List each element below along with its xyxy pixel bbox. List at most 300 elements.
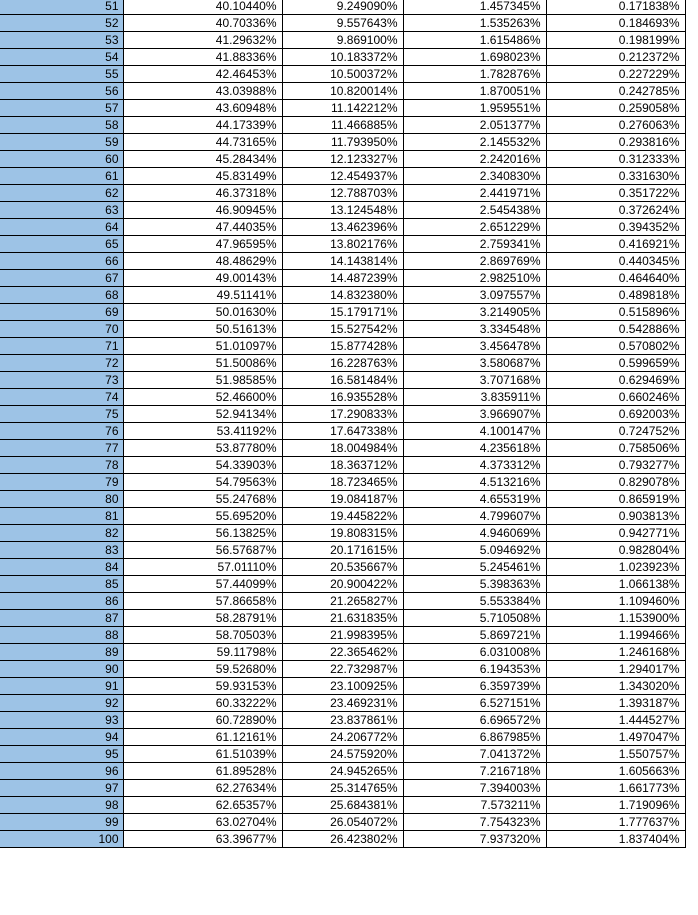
table-row: [0, 321, 685, 338]
table-cell[interactable]: 2.982510%: [403, 270, 546, 287]
table-cell[interactable]: 0.865919%: [546, 491, 685, 508]
table-cell[interactable]: 44.17339%: [123, 117, 282, 134]
table-row: [0, 304, 685, 321]
table-row: [0, 236, 685, 253]
table-cell[interactable]: 0.394352%: [546, 219, 685, 236]
table-cell[interactable]: 57.01110%: [123, 559, 282, 576]
table-cell[interactable]: 57.86658%: [123, 593, 282, 610]
table-cell[interactable]: 4.100147%: [403, 423, 546, 440]
table-row: [0, 338, 685, 355]
table-cell[interactable]: 0.793277%: [546, 457, 685, 474]
table-row: [0, 797, 685, 814]
row-header[interactable]: 75: [0, 406, 123, 423]
table-cell[interactable]: 0.242785%: [546, 83, 685, 100]
table-cell[interactable]: 2.759341%: [403, 236, 546, 253]
table-cell[interactable]: 5.094692%: [403, 542, 546, 559]
table-cell[interactable]: 0.758506%: [546, 440, 685, 457]
row-header[interactable]: 95: [0, 746, 123, 763]
table-row: [0, 32, 685, 49]
table-cell[interactable]: 0.293816%: [546, 134, 685, 151]
row-header[interactable]: 81: [0, 508, 123, 525]
table-cell[interactable]: 62.65357%: [123, 797, 282, 814]
table-row: [0, 814, 685, 831]
row-header[interactable]: 86: [0, 593, 123, 610]
row-header[interactable]: 100: [0, 831, 123, 848]
table-cell[interactable]: 0.440345%: [546, 253, 685, 270]
table-cell[interactable]: 3.835911%: [403, 389, 546, 406]
table-cell[interactable]: 1.837404%: [546, 831, 685, 848]
row-header[interactable]: 60: [0, 151, 123, 168]
table-cell[interactable]: 4.799607%: [403, 508, 546, 525]
table-row: [0, 15, 685, 32]
row-header[interactable]: 98: [0, 797, 123, 814]
table-cell[interactable]: 58.70503%: [123, 627, 282, 644]
table-row: [0, 355, 685, 372]
row-header[interactable]: 83: [0, 542, 123, 559]
table-row: [0, 168, 685, 185]
row-header[interactable]: 67: [0, 270, 123, 287]
table-row: [0, 661, 685, 678]
row-header[interactable]: 92: [0, 695, 123, 712]
table-cell[interactable]: 20.535667%: [282, 559, 403, 576]
table-cell[interactable]: 0.227229%: [546, 66, 685, 83]
table-cell[interactable]: 6.359739%: [403, 678, 546, 695]
table-cell[interactable]: 11.793950%: [282, 134, 403, 151]
table-row: [0, 134, 685, 151]
row-header[interactable]: 62: [0, 185, 123, 202]
row-header[interactable]: 51: [0, 0, 123, 15]
table-cell[interactable]: 26.423802%: [282, 831, 403, 848]
table-row: [0, 185, 685, 202]
row-header[interactable]: 53: [0, 32, 123, 49]
row-header[interactable]: 65: [0, 236, 123, 253]
row-header[interactable]: 64: [0, 219, 123, 236]
table-cell[interactable]: 1.782876%: [403, 66, 546, 83]
table-row: [0, 559, 685, 576]
table-cell[interactable]: 3.456478%: [403, 338, 546, 355]
table-cell[interactable]: 1.343020%: [546, 678, 685, 695]
table-cell[interactable]: 19.084187%: [282, 491, 403, 508]
table-cell[interactable]: 2.441971%: [403, 185, 546, 202]
table-cell[interactable]: 60.33222%: [123, 695, 282, 712]
table-cell[interactable]: 17.647338%: [282, 423, 403, 440]
table-cell[interactable]: 6.194353%: [403, 661, 546, 678]
table-cell[interactable]: 0.276063%: [546, 117, 685, 134]
table-cell[interactable]: 0.570802%: [546, 338, 685, 355]
table-cell[interactable]: 42.46453%: [123, 66, 282, 83]
table-cell[interactable]: 0.660246%: [546, 389, 685, 406]
table-cell[interactable]: 2.242016%: [403, 151, 546, 168]
row-header[interactable]: 76: [0, 423, 123, 440]
table-cell[interactable]: 2.340830%: [403, 168, 546, 185]
table-row: [0, 508, 685, 525]
table-cell[interactable]: 5.398363%: [403, 576, 546, 593]
table-cell[interactable]: 62.27634%: [123, 780, 282, 797]
table-cell[interactable]: 0.372624%: [546, 202, 685, 219]
table-cell[interactable]: 0.416921%: [546, 236, 685, 253]
table-cell[interactable]: 0.982804%: [546, 542, 685, 559]
table-cell[interactable]: 1.393187%: [546, 695, 685, 712]
table-cell[interactable]: 59.93153%: [123, 678, 282, 695]
table-row: [0, 678, 685, 695]
table-cell[interactable]: 60.72890%: [123, 712, 282, 729]
table-row: [0, 423, 685, 440]
table-cell[interactable]: 46.37318%: [123, 185, 282, 202]
table-cell[interactable]: 9.249090%: [282, 0, 403, 15]
row-header[interactable]: 72: [0, 355, 123, 372]
table-cell[interactable]: 41.88336%: [123, 49, 282, 66]
row-header[interactable]: 58: [0, 117, 123, 134]
table-cell[interactable]: 24.945265%: [282, 763, 403, 780]
table-row: [0, 474, 685, 491]
table-cell[interactable]: 6.867985%: [403, 729, 546, 746]
table-row: [0, 576, 685, 593]
table-cell[interactable]: 3.707168%: [403, 372, 546, 389]
table-row: [0, 746, 685, 763]
table-cell[interactable]: 0.312333%: [546, 151, 685, 168]
table-cell[interactable]: 0.331630%: [546, 168, 685, 185]
table-cell[interactable]: 2.651229%: [403, 219, 546, 236]
table-cell[interactable]: 43.03988%: [123, 83, 282, 100]
row-header[interactable]: 84: [0, 559, 123, 576]
table-cell[interactable]: 10.500372%: [282, 66, 403, 83]
table-cell[interactable]: 23.469231%: [282, 695, 403, 712]
table-cell[interactable]: 5.553384%: [403, 593, 546, 610]
table-cell[interactable]: 22.732987%: [282, 661, 403, 678]
table-cell[interactable]: 25.314765%: [282, 780, 403, 797]
table-cell[interactable]: 24.206772%: [282, 729, 403, 746]
table-cell[interactable]: 21.631835%: [282, 610, 403, 627]
table-cell[interactable]: 53.87780%: [123, 440, 282, 457]
table-row: [0, 695, 685, 712]
table-cell[interactable]: 1.719096%: [546, 797, 685, 814]
table-cell[interactable]: 40.10440%: [123, 0, 282, 15]
table-cell[interactable]: 16.581484%: [282, 372, 403, 389]
table-cell[interactable]: 48.48629%: [123, 253, 282, 270]
table-cell[interactable]: 1.959551%: [403, 100, 546, 117]
table-cell[interactable]: 7.573211%: [403, 797, 546, 814]
table-cell[interactable]: 15.877428%: [282, 338, 403, 355]
row-header[interactable]: 85: [0, 576, 123, 593]
table-cell[interactable]: 7.041372%: [403, 746, 546, 763]
table-cell[interactable]: 23.837861%: [282, 712, 403, 729]
row-header[interactable]: 87: [0, 610, 123, 627]
table-row: [0, 729, 685, 746]
table-cell[interactable]: 54.33903%: [123, 457, 282, 474]
table-cell[interactable]: 63.02704%: [123, 814, 282, 831]
table-cell[interactable]: 16.228763%: [282, 355, 403, 372]
table-cell[interactable]: 20.900422%: [282, 576, 403, 593]
row-header[interactable]: 99: [0, 814, 123, 831]
table-cell[interactable]: 24.575920%: [282, 746, 403, 763]
row-header[interactable]: 59: [0, 134, 123, 151]
table-cell[interactable]: 11.142212%: [282, 100, 403, 117]
table-cell[interactable]: 56.13825%: [123, 525, 282, 542]
table-row: [0, 117, 685, 134]
table-cell[interactable]: 51.01097%: [123, 338, 282, 355]
row-header[interactable]: 56: [0, 83, 123, 100]
row-header[interactable]: 79: [0, 474, 123, 491]
table-cell[interactable]: 9.557643%: [282, 15, 403, 32]
table-cell[interactable]: 51.98585%: [123, 372, 282, 389]
table-cell[interactable]: 1.777637%: [546, 814, 685, 831]
row-header[interactable]: 57: [0, 100, 123, 117]
table-cell[interactable]: 7.754323%: [403, 814, 546, 831]
table-cell[interactable]: 47.44035%: [123, 219, 282, 236]
table-cell[interactable]: 1.698023%: [403, 49, 546, 66]
table-cell[interactable]: 0.489818%: [546, 287, 685, 304]
table-row: [0, 712, 685, 729]
table-cell[interactable]: 46.90945%: [123, 202, 282, 219]
table-cell[interactable]: 1.246168%: [546, 644, 685, 661]
table-cell[interactable]: 49.00143%: [123, 270, 282, 287]
table-cell[interactable]: 53.41192%: [123, 423, 282, 440]
row-header[interactable]: 77: [0, 440, 123, 457]
table-cell[interactable]: 0.829078%: [546, 474, 685, 491]
table-cell[interactable]: 40.70336%: [123, 15, 282, 32]
row-header[interactable]: 89: [0, 644, 123, 661]
table-cell[interactable]: 4.373312%: [403, 457, 546, 474]
row-header[interactable]: 71: [0, 338, 123, 355]
table-row: [0, 763, 685, 780]
table-cell[interactable]: 26.054072%: [282, 814, 403, 831]
table-cell[interactable]: 2.545438%: [403, 202, 546, 219]
row-header[interactable]: 91: [0, 678, 123, 695]
table-cell[interactable]: 3.214905%: [403, 304, 546, 321]
table-cell[interactable]: 0.542886%: [546, 321, 685, 338]
table-cell[interactable]: 45.83149%: [123, 168, 282, 185]
table-cell[interactable]: 49.51141%: [123, 287, 282, 304]
table-row: [0, 525, 685, 542]
table-row: [0, 644, 685, 661]
table-cell[interactable]: 0.171838%: [546, 0, 685, 15]
table-cell[interactable]: 43.60948%: [123, 100, 282, 117]
table-cell[interactable]: 1.023923%: [546, 559, 685, 576]
table-cell[interactable]: 7.394003%: [403, 780, 546, 797]
table-cell[interactable]: 18.004984%: [282, 440, 403, 457]
table-row: [0, 627, 685, 644]
table-row: [0, 219, 685, 236]
table-row: [0, 202, 685, 219]
table-cell[interactable]: 19.808315%: [282, 525, 403, 542]
table-row: [0, 287, 685, 304]
table-cell[interactable]: 1.153900%: [546, 610, 685, 627]
table-cell[interactable]: 3.966907%: [403, 406, 546, 423]
row-header[interactable]: 66: [0, 253, 123, 270]
table-cell[interactable]: 14.487239%: [282, 270, 403, 287]
table-row: [0, 83, 685, 100]
table-cell[interactable]: 63.39677%: [123, 831, 282, 848]
row-header[interactable]: 78: [0, 457, 123, 474]
table-cell[interactable]: 1.444527%: [546, 712, 685, 729]
table-cell[interactable]: 3.334548%: [403, 321, 546, 338]
row-header[interactable]: 93: [0, 712, 123, 729]
table-cell[interactable]: 0.692003%: [546, 406, 685, 423]
table-cell[interactable]: 0.724752%: [546, 423, 685, 440]
table-cell[interactable]: 7.216718%: [403, 763, 546, 780]
table-cell[interactable]: 5.710508%: [403, 610, 546, 627]
table-cell[interactable]: 2.051377%: [403, 117, 546, 134]
table-cell[interactable]: 4.235618%: [403, 440, 546, 457]
table-cell[interactable]: 52.46600%: [123, 389, 282, 406]
table-cell[interactable]: 0.515896%: [546, 304, 685, 321]
table-cell[interactable]: 59.11798%: [123, 644, 282, 661]
table-cell[interactable]: 0.184693%: [546, 15, 685, 32]
table-cell[interactable]: 2.145532%: [403, 134, 546, 151]
row-header[interactable]: 82: [0, 525, 123, 542]
row-header[interactable]: 55: [0, 66, 123, 83]
table-cell[interactable]: 5.869721%: [403, 627, 546, 644]
row-header[interactable]: 52: [0, 15, 123, 32]
table-cell[interactable]: 1.605663%: [546, 763, 685, 780]
table-row: [0, 406, 685, 423]
table-cell[interactable]: 25.684381%: [282, 797, 403, 814]
table-row: [0, 440, 685, 457]
table-cell[interactable]: 15.527542%: [282, 321, 403, 338]
table-cell[interactable]: 10.820014%: [282, 83, 403, 100]
table-cell[interactable]: 1.535263%: [403, 15, 546, 32]
table-row: [0, 593, 685, 610]
table-cell[interactable]: 23.100925%: [282, 678, 403, 695]
row-header[interactable]: 94: [0, 729, 123, 746]
table-cell[interactable]: 3.097557%: [403, 287, 546, 304]
table-cell[interactable]: 18.363712%: [282, 457, 403, 474]
table-cell[interactable]: 1.550757%: [546, 746, 685, 763]
table-cell[interactable]: 55.69520%: [123, 508, 282, 525]
table-cell[interactable]: 0.942771%: [546, 525, 685, 542]
table-cell[interactable]: 12.788703%: [282, 185, 403, 202]
table-cell[interactable]: 12.123327%: [282, 151, 403, 168]
table-cell[interactable]: 14.143814%: [282, 253, 403, 270]
table-row: [0, 457, 685, 474]
row-header[interactable]: 96: [0, 763, 123, 780]
table-cell[interactable]: 17.290833%: [282, 406, 403, 423]
table-row: [0, 491, 685, 508]
table-cell[interactable]: 15.179171%: [282, 304, 403, 321]
table-cell[interactable]: 61.51039%: [123, 746, 282, 763]
table-cell[interactable]: 0.629469%: [546, 372, 685, 389]
row-header[interactable]: 74: [0, 389, 123, 406]
table-cell[interactable]: 50.01630%: [123, 304, 282, 321]
table-cell[interactable]: 6.527151%: [403, 695, 546, 712]
table-cell[interactable]: 21.998395%: [282, 627, 403, 644]
table-cell[interactable]: 1.066138%: [546, 576, 685, 593]
table-cell[interactable]: 4.946069%: [403, 525, 546, 542]
table-cell[interactable]: 13.462396%: [282, 219, 403, 236]
table-cell[interactable]: 0.259058%: [546, 100, 685, 117]
table-cell[interactable]: 1.661773%: [546, 780, 685, 797]
table-cell[interactable]: 1.294017%: [546, 661, 685, 678]
table-cell[interactable]: 13.802176%: [282, 236, 403, 253]
table-cell[interactable]: 1.497047%: [546, 729, 685, 746]
row-header[interactable]: 68: [0, 287, 123, 304]
table-cell[interactable]: 14.832380%: [282, 287, 403, 304]
table-cell[interactable]: 4.513216%: [403, 474, 546, 491]
row-header[interactable]: 97: [0, 780, 123, 797]
table-cell[interactable]: 50.51613%: [123, 321, 282, 338]
table-row: [0, 372, 685, 389]
table-row: [0, 610, 685, 627]
table-row: [0, 66, 685, 83]
row-header[interactable]: 54: [0, 49, 123, 66]
row-header[interactable]: 63: [0, 202, 123, 219]
table-cell[interactable]: 61.89528%: [123, 763, 282, 780]
table-row: [0, 0, 685, 15]
table-cell[interactable]: 1.870051%: [403, 83, 546, 100]
table-cell[interactable]: 6.696572%: [403, 712, 546, 729]
table-row: [0, 151, 685, 168]
table-cell[interactable]: 58.28791%: [123, 610, 282, 627]
table-cell[interactable]: 0.212372%: [546, 49, 685, 66]
table-row: [0, 270, 685, 287]
table-cell[interactable]: 5.245461%: [403, 559, 546, 576]
table-cell[interactable]: 22.365462%: [282, 644, 403, 661]
table-cell[interactable]: 54.79563%: [123, 474, 282, 491]
table-cell[interactable]: 1.615486%: [403, 32, 546, 49]
table-cell[interactable]: 11.466885%: [282, 117, 403, 134]
table-cell[interactable]: 61.12161%: [123, 729, 282, 746]
table-cell[interactable]: 44.73165%: [123, 134, 282, 151]
row-header[interactable]: 73: [0, 372, 123, 389]
table-cell[interactable]: 12.454937%: [282, 168, 403, 185]
table-cell[interactable]: 47.96595%: [123, 236, 282, 253]
table-cell[interactable]: 20.171615%: [282, 542, 403, 559]
table-cell[interactable]: 0.464640%: [546, 270, 685, 287]
table-cell[interactable]: 56.57687%: [123, 542, 282, 559]
row-header[interactable]: 69: [0, 304, 123, 321]
table-cell[interactable]: 1.457345%: [403, 0, 546, 15]
table-cell[interactable]: 41.29632%: [123, 32, 282, 49]
table-cell[interactable]: 45.28434%: [123, 151, 282, 168]
table-cell[interactable]: 3.580687%: [403, 355, 546, 372]
table-cell[interactable]: 1.199466%: [546, 627, 685, 644]
table-row: [0, 831, 685, 848]
table-cell[interactable]: 55.24768%: [123, 491, 282, 508]
table-cell[interactable]: 0.198199%: [546, 32, 685, 49]
table-cell[interactable]: 59.52680%: [123, 661, 282, 678]
table-cell[interactable]: 57.44099%: [123, 576, 282, 593]
table-row: [0, 49, 685, 66]
table-cell[interactable]: 16.935528%: [282, 389, 403, 406]
row-header[interactable]: 88: [0, 627, 123, 644]
table-cell[interactable]: 18.723465%: [282, 474, 403, 491]
table-row: [0, 100, 685, 117]
table-cell[interactable]: 21.265827%: [282, 593, 403, 610]
table-row: [0, 389, 685, 406]
row-header[interactable]: 70: [0, 321, 123, 338]
table-cell[interactable]: 10.183372%: [282, 49, 403, 66]
table-cell[interactable]: 0.351722%: [546, 185, 685, 202]
table-cell[interactable]: 1.109460%: [546, 593, 685, 610]
table-cell[interactable]: 13.124548%: [282, 202, 403, 219]
table-cell[interactable]: 0.599659%: [546, 355, 685, 372]
table-row: [0, 253, 685, 270]
table-cell[interactable]: 0.903813%: [546, 508, 685, 525]
row-header[interactable]: 61: [0, 168, 123, 185]
table-cell[interactable]: 52.94134%: [123, 406, 282, 423]
table-row: [0, 542, 685, 559]
table-row: [0, 780, 685, 797]
row-header[interactable]: 80: [0, 491, 123, 508]
table-cell[interactable]: 9.869100%: [282, 32, 403, 49]
table-cell[interactable]: 6.031008%: [403, 644, 546, 661]
table-cell[interactable]: 51.50086%: [123, 355, 282, 372]
table-cell[interactable]: 7.937320%: [403, 831, 546, 848]
row-header[interactable]: 90: [0, 661, 123, 678]
table-cell[interactable]: 2.869769%: [403, 253, 546, 270]
table-cell[interactable]: 4.655319%: [403, 491, 546, 508]
table-cell[interactable]: 19.445822%: [282, 508, 403, 525]
